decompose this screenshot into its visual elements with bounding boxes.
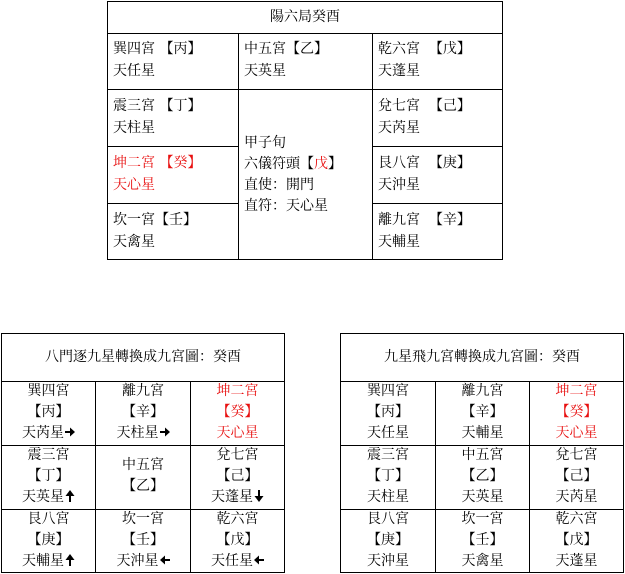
top-cell-li [372, 203, 503, 260]
stem-label: 【辛】 [428, 212, 471, 228]
top-cell-dui [372, 89, 503, 147]
fu-tou-prefix: 六儀符頭【 [244, 156, 314, 172]
top-cell-kan [107, 203, 239, 260]
grid-cell [341, 509, 435, 572]
arrow-up-icon [64, 553, 75, 569]
star-label: 天蓬星 [191, 487, 284, 508]
stem-label: 【戊】 [428, 41, 471, 57]
palace-label: 巽四宮 [27, 383, 70, 399]
star-label: 天沖星 [378, 177, 420, 193]
star-label: 天輔星 [378, 234, 420, 250]
arrow-up-icon [64, 489, 75, 505]
arrow-left-icon [159, 553, 170, 569]
palace-label: 艮八宮 [367, 511, 409, 527]
stem-label: 【壬】 [461, 532, 504, 548]
grid-cell [2, 509, 95, 572]
stem-label: 【丙】 [27, 404, 70, 420]
zhi-fu: 直符：天心星 [244, 198, 328, 214]
stem-label: 【丁】 [159, 98, 202, 114]
top-cell-kun [107, 146, 239, 204]
stem-label: 【乙】 [461, 468, 504, 484]
star-label: 天禽星 [461, 553, 504, 569]
grid-cell [341, 445, 435, 508]
stem-label: 【己】 [428, 98, 471, 114]
left-grid-title: 八門逐九星轉換成九宮圖：癸酉 [45, 349, 241, 365]
stem-label: 【丁】 [27, 468, 70, 484]
star-label: 天芮星 [2, 423, 95, 444]
star-label: 天蓬星 [555, 553, 598, 569]
palace-label: 坤二宮 [555, 383, 598, 399]
arrow-right-icon [159, 425, 170, 441]
grid-cell [436, 445, 529, 508]
grid-cell [2, 381, 95, 444]
palace-label: 乾六宮 [378, 41, 420, 57]
star-label: 天沖星 [367, 553, 409, 569]
star-label: 天柱星 [96, 423, 190, 444]
star-label: 天心星 [113, 177, 155, 193]
arrow-left-icon [253, 553, 264, 569]
grid-cell [2, 445, 95, 508]
star-label: 天禽星 [113, 234, 155, 250]
stem-label: 【癸】 [555, 404, 598, 420]
star-label: 天柱星 [113, 120, 155, 136]
palace-label: 中五宮 [244, 41, 286, 57]
star-label: 天心星 [216, 425, 259, 441]
grid-cell [530, 445, 623, 508]
grid-cell [191, 509, 284, 572]
arrow-down-icon [253, 489, 264, 505]
stem-label: 【己】 [555, 468, 598, 484]
palace-label: 兌七宮 [555, 447, 598, 463]
stem-label: 【乙】 [122, 478, 164, 494]
right-grid [340, 333, 624, 573]
palace-label: 震三宮 [113, 98, 155, 114]
star-label: 天任星 [113, 63, 155, 79]
top-cell-zhong [238, 33, 373, 90]
palace-label: 坎一宮 [122, 511, 164, 527]
palace-label: 震三宮 [367, 447, 409, 463]
palace-label: 中五宮 [461, 447, 504, 463]
stem-label: 【辛】 [461, 404, 504, 420]
grid-cell [96, 509, 190, 572]
grid-cell [341, 381, 435, 444]
right-grid-title: 九星飛九宮轉換成九宮圖：癸酉 [384, 349, 580, 365]
stem-label: 【庚】 [27, 532, 70, 548]
palace-label: 坎一宮 [113, 212, 155, 228]
star-label: 天沖星 [96, 551, 190, 572]
stem-label: 【乙】 [286, 41, 328, 57]
arrow-right-icon [64, 425, 75, 441]
top-cell-qian [372, 33, 503, 90]
top-cell-zhen [107, 89, 239, 147]
stem-label: 【壬】 [155, 212, 197, 228]
palace-label: 艮八宮 [378, 155, 420, 171]
stem-label: 【壬】 [122, 532, 164, 548]
stem-label: 【丙】 [159, 41, 202, 57]
star-label: 天任星 [191, 551, 284, 572]
palace-label: 離九宮 [378, 212, 420, 228]
stem-label: 【戊】 [216, 532, 259, 548]
star-label: 天柱星 [367, 489, 409, 505]
top-title-box [107, 1, 503, 34]
star-label: 天英星 [461, 489, 504, 505]
stem-label: 【丙】 [367, 404, 409, 420]
stem-label: 【己】 [216, 468, 259, 484]
fu-tou-stem: 戊 [314, 156, 328, 172]
star-label: 天英星 [244, 63, 286, 79]
palace-label: 坎一宮 [461, 511, 504, 527]
grid-cell [436, 381, 529, 444]
palace-label: 坤二宮 [113, 155, 155, 171]
top-center-info [238, 89, 373, 260]
grid-cell [191, 445, 284, 508]
star-label: 天芮星 [378, 120, 420, 136]
stem-label: 【戊】 [555, 532, 598, 548]
grid-cell [191, 381, 284, 444]
top-cell-gen [372, 146, 503, 204]
stem-label: 【癸】 [159, 155, 202, 171]
star-label: 天英星 [2, 487, 95, 508]
stem-label: 【癸】 [216, 404, 259, 420]
grid-cell [530, 381, 623, 444]
stem-label: 【庚】 [428, 155, 471, 171]
stem-label: 【辛】 [122, 404, 164, 420]
top-title: 陽六局癸酉 [270, 9, 340, 25]
star-label: 天輔星 [461, 425, 504, 441]
star-label: 天芮星 [555, 489, 598, 505]
star-label: 天蓬星 [378, 63, 420, 79]
grid-cell [96, 455, 190, 497]
xun-head: 甲子旬 [244, 135, 286, 151]
grid-cell [530, 509, 623, 572]
grid-cell [436, 509, 529, 572]
stem-label: 【丁】 [367, 468, 409, 484]
palace-label: 中五宮 [122, 457, 164, 473]
palace-label: 乾六宮 [555, 511, 598, 527]
palace-label: 離九宮 [122, 383, 164, 399]
palace-label: 艮八宮 [27, 511, 70, 527]
palace-label: 兌七宮 [378, 98, 420, 114]
palace-label: 乾六宮 [216, 511, 259, 527]
fu-tou-suffix: 】 [328, 156, 342, 172]
star-label: 天心星 [555, 425, 598, 441]
palace-label: 震三宮 [27, 447, 70, 463]
palace-label: 離九宮 [461, 383, 504, 399]
palace-label: 坤二宮 [216, 383, 259, 399]
zhi-shi: 直使：開門 [244, 177, 314, 193]
palace-label: 巽四宮 [367, 383, 409, 399]
palace-label: 兌七宮 [216, 447, 259, 463]
grid-cell [96, 381, 190, 444]
stem-label: 【庚】 [367, 532, 409, 548]
palace-label: 巽四宮 [113, 41, 155, 57]
star-label: 天任星 [367, 425, 409, 441]
left-grid [1, 333, 285, 573]
star-label: 天輔星 [2, 551, 95, 572]
top-cell-xun [107, 33, 239, 90]
